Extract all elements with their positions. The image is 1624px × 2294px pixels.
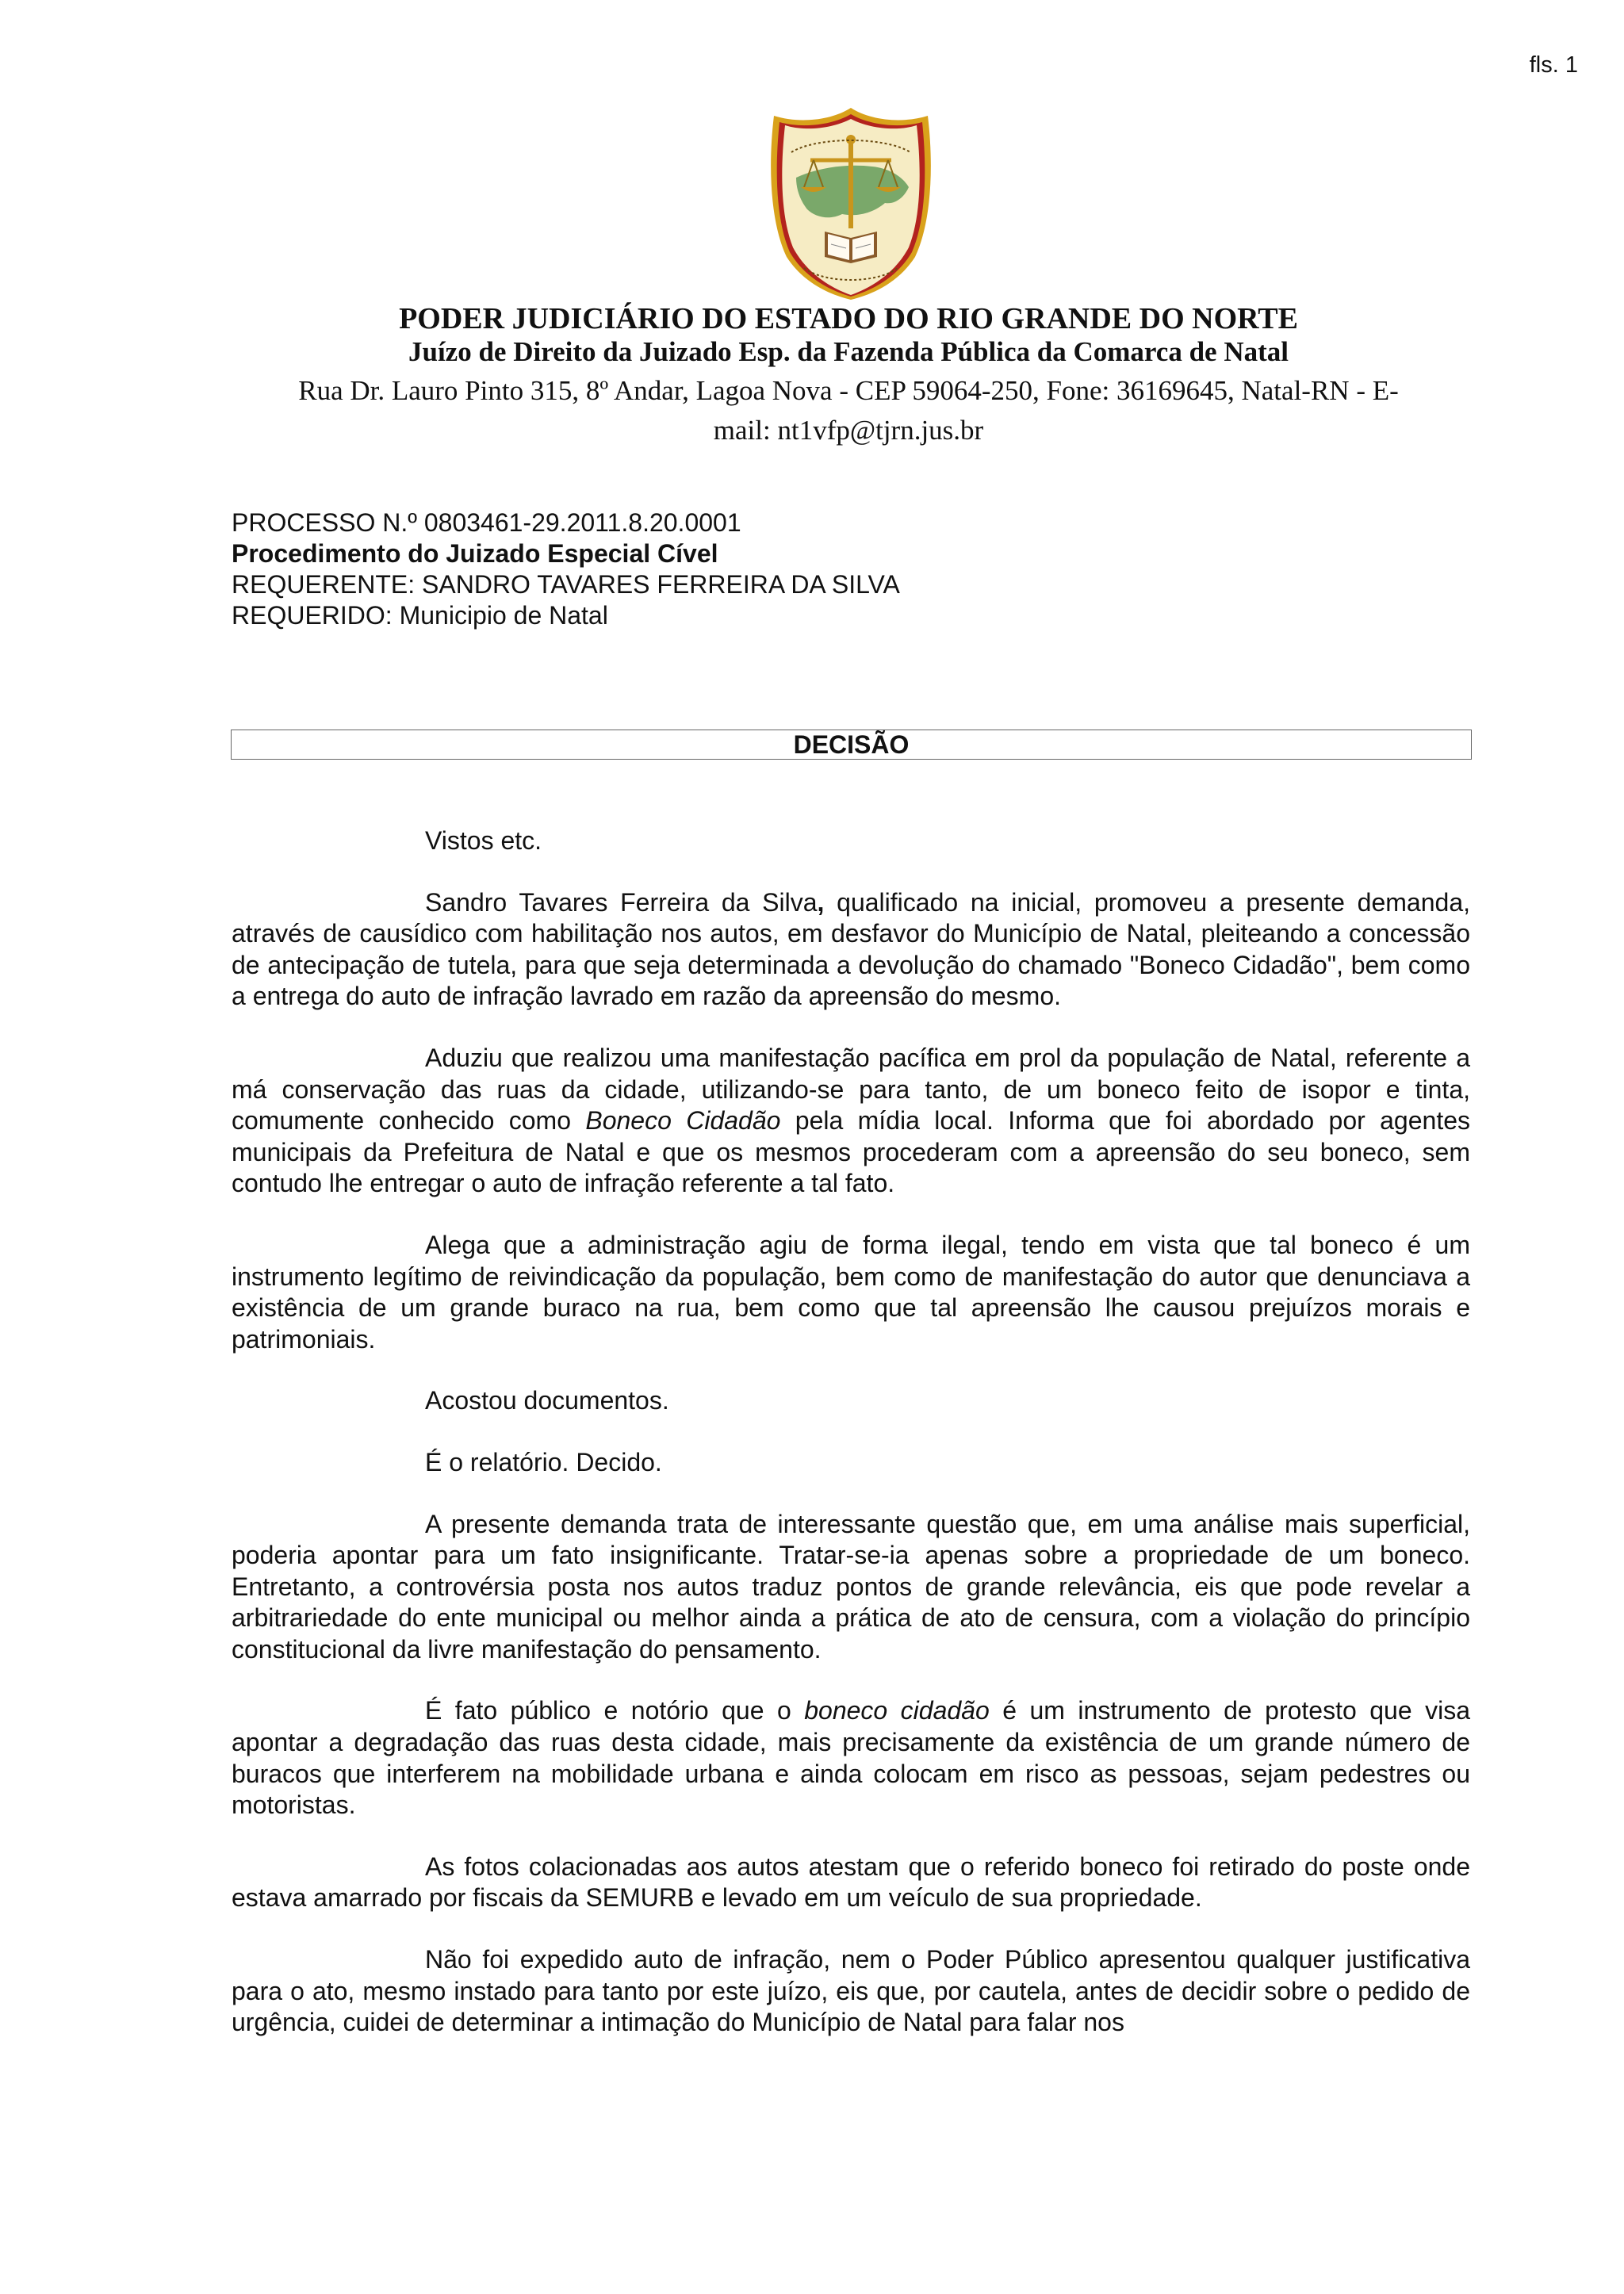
requerido: REQUERIDO: Municipio de Natal xyxy=(232,601,608,630)
court-seal-icon xyxy=(769,105,933,300)
process-number: PROCESSO N.º 0803461-29.2011.8.20.0001 xyxy=(232,508,741,537)
bold-comma: , xyxy=(817,887,825,917)
emphasis-boneco-cidadao: Boneco Cidadão xyxy=(585,1106,781,1136)
paragraph-2 xyxy=(232,887,1470,1013)
paragraph-4: Alega que a administração agiu de forma ilegal, tendo em vista que tal boneco é um instrumento legítimo de reivindicação da população, bem como de manifestação do autor que denunciava a existência de um grande buraco na rua, bem como que tal apreensão lhe causou prejuízos morais e patrimoniais. xyxy=(232,1230,1470,1354)
paragraph-5: Acostou documentos. xyxy=(425,1386,669,1415)
paragraph-10: Não foi expedido auto de infração, nem o Poder Público apresentou qualquer justificativa para o ato, mesmo instado para tanto por este juízo, eis que, por cautela, antes de decidir sobre o pedido de urgência, cuidei de determinar a intimação do Município de Natal para falar nos xyxy=(232,1945,1470,2037)
court-unit: Juízo de Direito da Juizado Esp. da Fazenda Pública da Comarca de Natal xyxy=(408,336,1289,367)
paragraph-1: Vistos etc. xyxy=(425,826,542,855)
page-number: fls. 1 xyxy=(1529,52,1578,78)
court-name: PODER JUDICIÁRIO DO ESTADO DO RIO GRANDE DO NORTE xyxy=(399,302,1298,335)
address-line-1: Rua Dr. Lauro Pinto 315, 8º Andar, Lagoa Nova - CEP 59064-250, Fone: 36169645, Natal-RN - E- xyxy=(298,375,1399,406)
paragraph-3-text-a: Aduziu que realizou uma manifestação pacífica em prol da população de Natal, referente a má conservação das ruas da cidade, utilizando-se para tanto, de um boneco feito de isopor e tinta, comumente conhecido como xyxy=(232,1043,1470,1136)
requerente: REQUERENTE: SANDRO TAVARES FERREIRA DA SILVA xyxy=(232,570,900,599)
paragraph-3 xyxy=(232,1043,1470,1200)
paragraph-8 xyxy=(232,1695,1470,1821)
process-info xyxy=(232,507,1469,631)
decision-title: DECISÃO xyxy=(231,730,1472,760)
paragraph-8-text-b: é um instrumento de protesto que visa apontar a degradação das ruas desta cidade, mais precisamente da existência de um grande número de buracos que interferem na mobilidade urbana e ainda colocam em risco as pessoas, sejam pedestres ou motoristas. xyxy=(232,1696,1471,1820)
paragraph-2-text: qualificado na inicial, promoveu a presente demanda, através de causídico com habilitação nos autos, em desfavor do Município de Natal, pleiteando a concessão de antecipação de tutela, para que seja determinada a devolução do chamado "Boneco Cidadão", bem como a entrega do auto de infração lavrado em razão da apreensão do mesmo. xyxy=(232,887,1471,1011)
court-address xyxy=(230,371,1467,450)
paragraph-7: A presente demanda trata de interessante questão que, em uma análise mais superficial, poderia apontar para um fato insignificante. Tratar-se-ia apenas sobre a propriedade de um boneco. Entretanto, a controvérsia posta nos autos traduz pontos de grande relevância, eis que pode revelar a arbitrariedade do ente municipal ou melhor ainda a prática de ato de censura, com a violação do princípio constitucional da livre manifestação do pensamento. xyxy=(232,1509,1470,1664)
party-name: Sandro Tavares Ferreira da Silva xyxy=(425,887,818,917)
paragraph-3-text-b: pela mídia local. Informa que foi abordado por agentes municipais da Prefeitura de Natal e que os mesmos procederam com a apreensão do seu boneco, sem contudo lhe entregar o auto de infração referente a tal fato. xyxy=(232,1106,1471,1198)
emphasis-boneco-cidadao-2: boneco cidadão xyxy=(804,1696,990,1725)
decision-body xyxy=(232,825,1470,2069)
procedure-type: Procedimento do Juizado Especial Cível xyxy=(232,539,718,568)
paragraph-6: É o relatório. Decido. xyxy=(425,1447,662,1476)
paragraph-9: As fotos colacionadas aos autos atestam que o referido boneco foi retirado do poste onde estava amarrado por fiscais da SEMURB e levado em um veículo de sua propriedade. xyxy=(232,1852,1470,1913)
paragraph-8-text-a: É fato público e notório que o xyxy=(425,1696,805,1725)
address-line-2: mail: nt1vfp@tjrn.jus.br xyxy=(713,415,984,446)
